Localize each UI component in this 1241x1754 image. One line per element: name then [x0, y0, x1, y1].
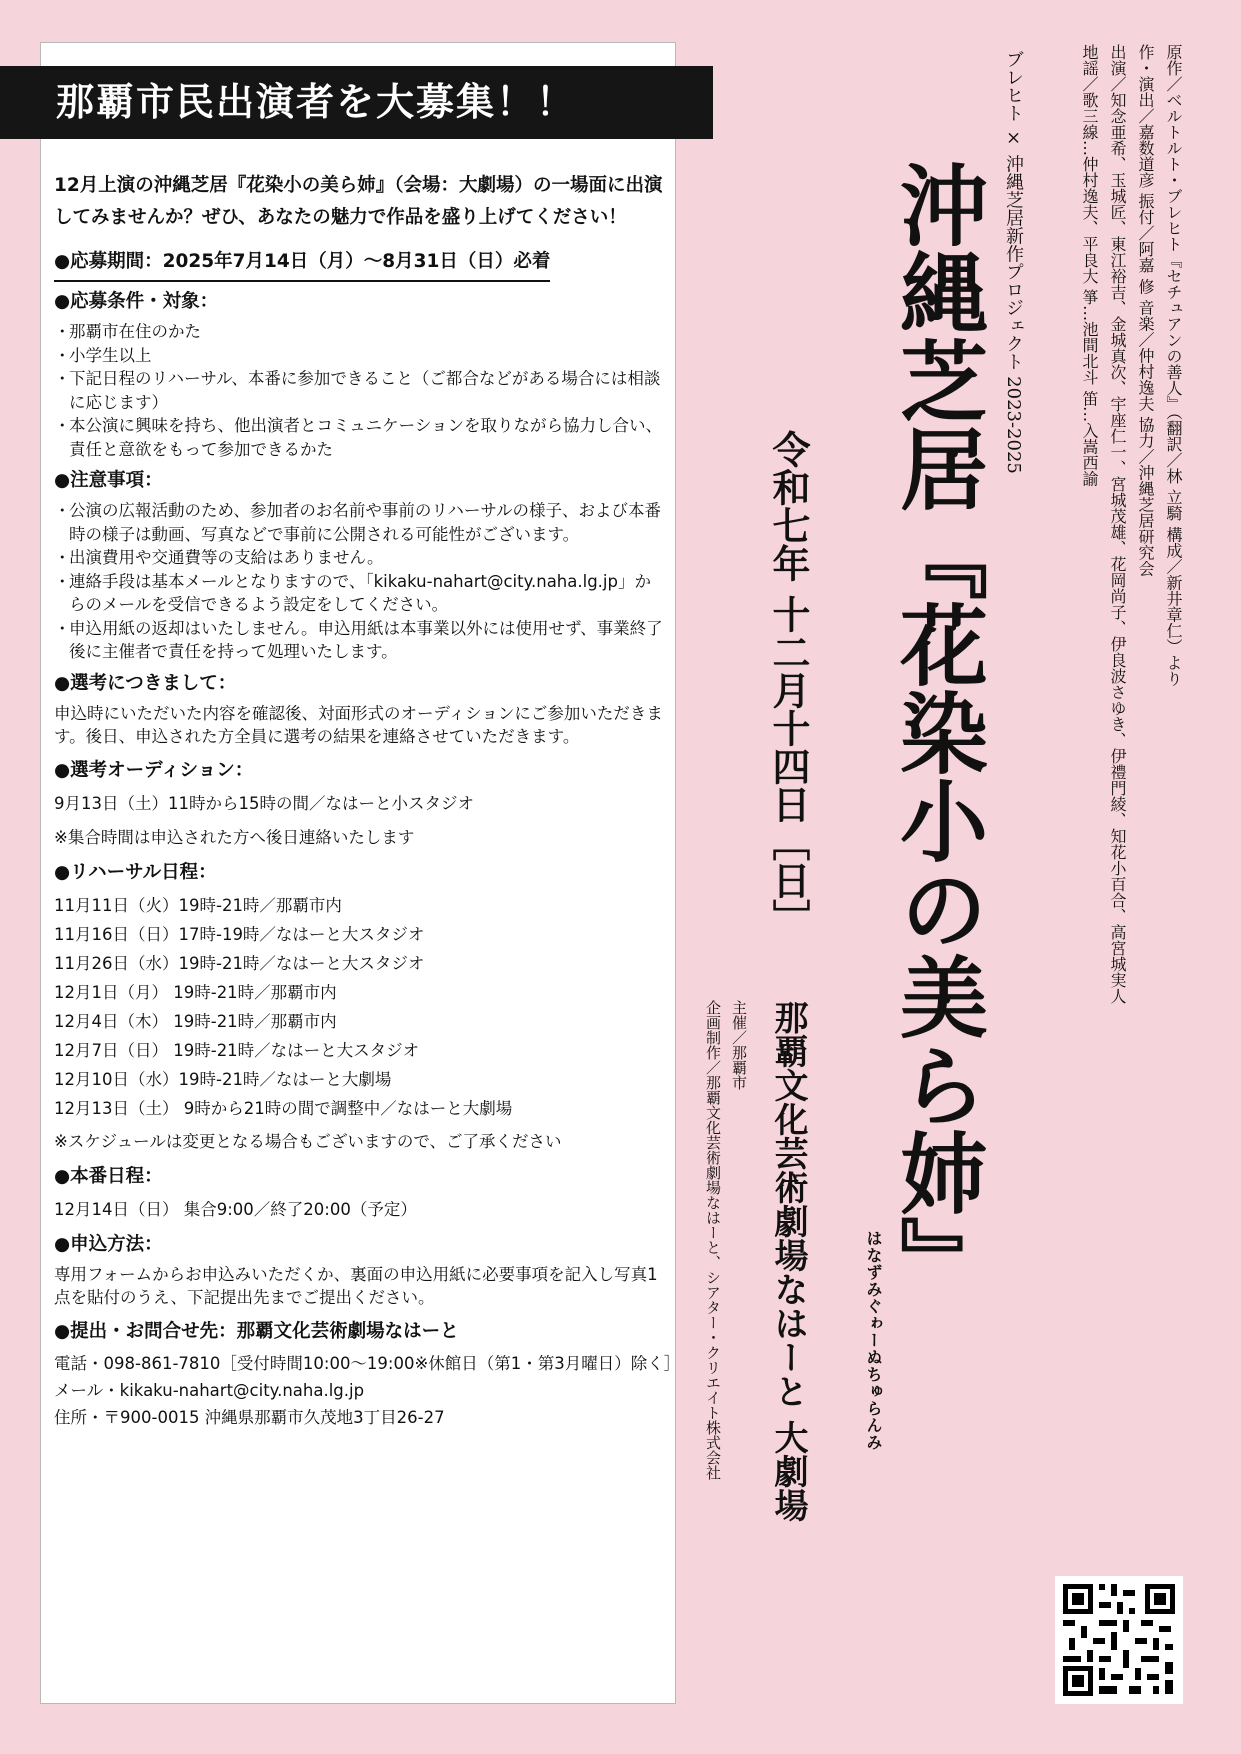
- project-subtitle: ブレヒト × 沖縄芝居新作プロジェクト 2023-2025: [1003, 50, 1024, 474]
- recruitment-content: [54, 170, 681, 1431]
- rehearsal-title: ●リハーサル日程：: [54, 861, 217, 883]
- host: 主催／那覇市: [730, 1000, 748, 1090]
- organizers: [700, 1000, 752, 1480]
- credits: [1075, 44, 1187, 1004]
- rehearsal-item: 11月11日（火）19時-21時／那覇市内: [54, 895, 342, 915]
- rehearsal-list: [54, 891, 666, 1123]
- qr-code[interactable]: [1055, 1576, 1183, 1704]
- note-item: ・ 公演の広報活動のため、参加者のお名前や事前のリハーサルの様子、および本番時の様子は動画、写真などで事前に公開される可能性がございます。: [54, 499, 666, 546]
- rehearsal-item: 12月10日（水）19時-21時／なはーと大劇場: [54, 1069, 392, 1089]
- condition-item: ・ 那覇市在住のかた: [54, 320, 666, 344]
- condition-item: ・ 小学生以上: [54, 344, 666, 368]
- rehearsal-item: 12月1日（月） 19時-21時／那覇市内: [54, 982, 337, 1002]
- conditions-title: ●応募条件・対象：: [54, 291, 219, 312]
- credit-line: 作・演出／嘉数道彦 振付／阿嘉 修 音楽／仲村逸夫 協力／沖縄芝居研究会: [1136, 44, 1155, 577]
- credit-line: 原作／ベルトルト・ブレヒト『セチュアンの善人』（翻訳／林 立騎 構成／新井章仁）より: [1164, 44, 1183, 687]
- rehearsal-item: 11月26日（水）19時-21時／なはーと大スタジオ: [54, 953, 425, 973]
- credit-line: 地謡／歌三線…仲村逸夫、平良大 箏…池間北斗 笛…入嵩西諭: [1080, 44, 1099, 487]
- audition-title: ●選考オーディション：: [54, 759, 254, 781]
- contact-list: [54, 1350, 681, 1431]
- condition-item: ・ 下記日程のリハーサル、本番に参加できること（ご都合などがある場合には相談に応じます）: [54, 367, 666, 414]
- notes-title: ●注意事項：: [54, 470, 163, 491]
- condition-item: ・ 本公演に興味を持ち、他出演者とコミュニケーションを取りながら協力し合い、責任と意欲をもって参加できるかた: [54, 414, 666, 461]
- note-item: ・ 申込用紙の返却はいたしません。申込用紙は本事業以外には使用せず、事業終了後に主催者で責任を持って処理いたします。: [54, 617, 666, 664]
- recruitment-banner: 那覇市民出演者を大募集！！: [0, 66, 713, 139]
- credit-line: 出演／知念亜希、玉城匠、東江裕吉、金城真次、宇座仁一、宮城茂雄、花岡尚子、伊良波さゆき、伊禮門綾、知花小百合、高宮城実人: [1108, 44, 1127, 1004]
- application-period-text: ●応募期間：2025年7月14日（月）〜8月31日（日）必着: [54, 248, 550, 282]
- selection-title: ●選考につきまして：: [54, 672, 237, 694]
- rehearsal-item: 12月7日（日） 19時-21時／なはーと大スタジオ: [54, 1040, 420, 1060]
- title-reading: はなずみぐゎーぬちゅらんみ: [864, 1230, 883, 1451]
- rehearsal-item: 11月16日（日）17時-19時／なはーと大スタジオ: [54, 924, 425, 944]
- apply-title: ●申込方法：: [54, 1233, 163, 1255]
- rehearsal-note: ※スケジュールは変更となる場合もございますので、ご了承ください: [54, 1131, 562, 1151]
- rehearsal-item: 12月13日（土） 9時から21時の間で調整中／なはーと大劇場: [54, 1098, 513, 1118]
- contact-address: 住所・〒900-0015 沖縄県那覇市久茂地3丁目26-27: [54, 1407, 445, 1427]
- performance-schedule: 12月14日（日） 集合9:00／終了20:00（予定）: [54, 1199, 417, 1219]
- audition-note: ※集合時間は申込された方へ後日連絡いたします: [54, 827, 415, 847]
- contact-title: ●提出・お問合せ先：那覇文化芸術劇場なはーと: [54, 1320, 459, 1342]
- venue: 那覇文化芸術劇場なはーと 大劇場: [768, 1000, 808, 1522]
- rehearsal-item: 12月4日（木） 19時-21時／那覇市内: [54, 1011, 337, 1031]
- qr-code-icon: [1055, 1576, 1183, 1704]
- selection-text: 申込時にいただいた内容を確認後、対面形式のオーディションにご参加いただきます。後日、申込された方全員に選考の結果を連絡させていただきます。: [54, 703, 663, 746]
- contact-phone: 電話・098-861-7810［受付時間10:00〜19:00※休館日（第1・第3月曜日）除く］: [54, 1353, 681, 1373]
- producer: 企画制作／那覇文化芸術劇場なはーと、シアター・クリエイト株式会社: [704, 1000, 722, 1480]
- intro-text: 12月上演の沖縄芝居『花染小の美ら姉』（会場：大劇場）の一場面に出演してみませんか？ぜひ、あなたの魅力で作品を盛り上げてください！: [54, 175, 663, 228]
- audition-schedule: 9月13日（土）11時から15時の間／なはーと小スタジオ: [54, 793, 474, 813]
- conditions-list: [54, 320, 666, 461]
- play-title: 沖縄芝居『花染小の美ら姉』: [886, 160, 990, 1304]
- note-item: ・ 連絡手段は基本メールとなりますので、「kikaku-nahart@city.naha.lg.jp」からのメールを受信できるよう設定をしてください。: [54, 570, 666, 617]
- application-period: [54, 248, 666, 282]
- note-item: ・ 出演費用や交通費等の支給はありません。: [54, 546, 666, 570]
- performance-title: ●本番日程：: [54, 1165, 163, 1187]
- notes-list: [54, 499, 666, 664]
- performance-date: 令和七年 十二月十四日［日］: [766, 430, 811, 938]
- contact-email: メール・kikaku-nahart@city.naha.lg.jp: [54, 1380, 365, 1400]
- apply-text: 専用フォームからお申込みいただくか、裏面の申込用紙に必要事項を記入し写真1点を貼付のうえ、下記提出先までご提出ください。: [54, 1264, 658, 1307]
